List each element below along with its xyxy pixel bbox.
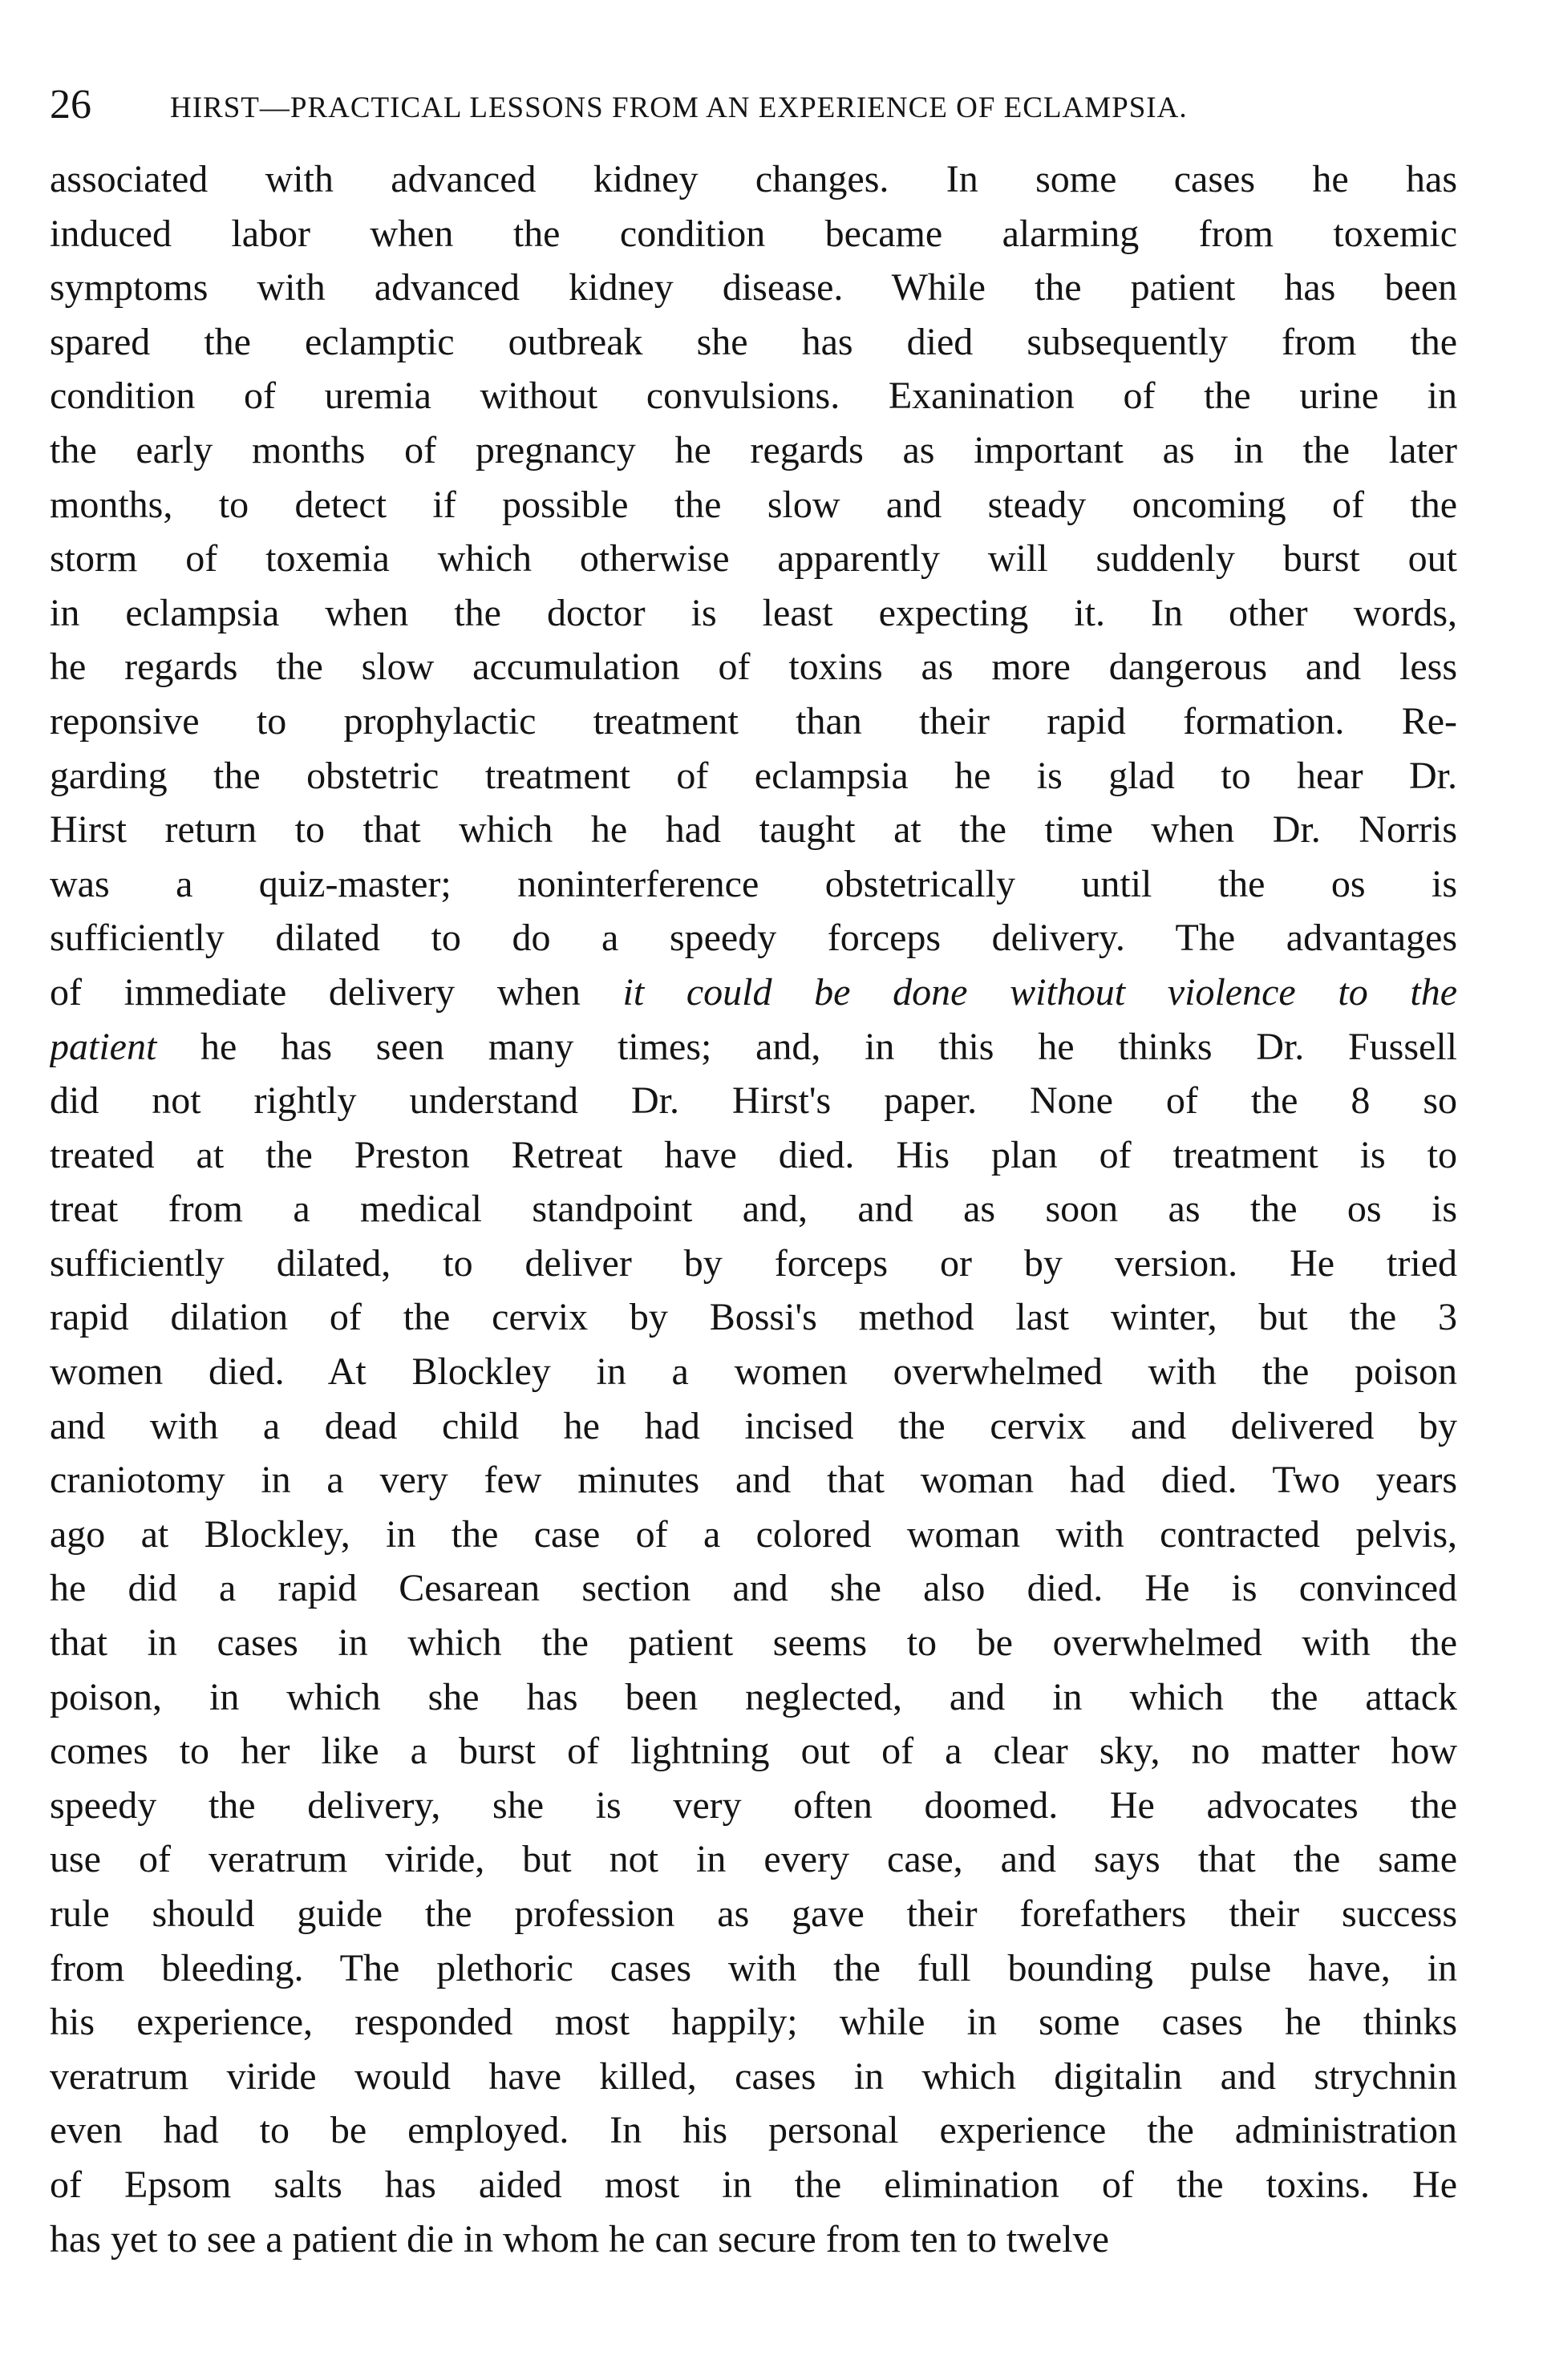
- text-line: his experience, responded most happily; while in some cases he thinks: [50, 2001, 1457, 2044]
- text-line: [50, 965, 1457, 1020]
- text-line: veratrum viride would have killed, cases in which digitalin and strychnin: [50, 2054, 1457, 2098]
- text-line: rule should guide the profession as gave their forefathers their success: [50, 1892, 1457, 1935]
- text-line: symptoms with advanced kidney disease. While the patient has been: [50, 266, 1457, 310]
- text-line: women died. At Blockley in a women overwhelmed with the poison: [50, 1350, 1457, 1394]
- text-line: even had to be employed. In his personal experience the administration: [50, 2109, 1457, 2152]
- text-line: he did a rapid Cesarean section and she also died. He is convinced: [50, 1567, 1457, 1610]
- running-title: HIRST—PRACTICAL LESSONS FROM AN EXPERIENCE OF ECLAMPSIA.: [170, 91, 1188, 124]
- text-line: Hirst return to that which he had taught at the time when Dr. Norris: [50, 808, 1457, 852]
- text-line: associated with advanced kidney changes. In some cases he has: [50, 158, 1457, 200]
- running-header: [50, 77, 1445, 133]
- text-line: poison, in which she has been neglected, and in which the attack: [50, 1675, 1457, 1718]
- italic-emphasis: patient: [50, 1025, 157, 1068]
- text-line: induced labor when the condition became alarming from toxemic: [50, 212, 1457, 255]
- text-line: comes to her like a burst of lightning out of a clear sky, no matter how: [50, 1730, 1457, 1773]
- text-line: sufficiently dilated to do a speedy forceps delivery. The advantages: [50, 917, 1457, 960]
- text-line: garding the obstetric treatment of eclampsia he is glad to hear Dr.: [50, 754, 1457, 797]
- text-line: months, to detect if possible the slow and steady oncoming of the: [50, 483, 1457, 526]
- body-text: [50, 152, 1457, 2266]
- text-line: condition of uremia without convulsions. Exanination of the urine in: [50, 374, 1457, 418]
- text-line: [50, 1020, 1457, 1075]
- text-line: he regards the slow accumulation of toxins as more dangerous and less: [50, 646, 1457, 689]
- text-line: of Epsom salts has aided most in the elimination of the toxins. He: [50, 2163, 1457, 2206]
- italic-emphasis: it could be done without violence to the: [622, 970, 1457, 1014]
- text-segment: of immediate delivery when: [50, 970, 623, 1014]
- text-line: rapid dilation of the cervix by Bossi's method last winter, but the 3: [50, 1296, 1457, 1339]
- text-line: speedy the delivery, she is very often doomed. He advocates the: [50, 1783, 1457, 1827]
- text-line: sufficiently dilated, to deliver by forceps or by version. He tried: [50, 1241, 1457, 1285]
- text-line: treat from a medical standpoint and, and as soon as the os is: [50, 1188, 1457, 1231]
- text-line: use of veratrum viride, but not in every case, and says that the same: [50, 1838, 1457, 1881]
- text-line: was a quiz-master; noninterference obstetrically until the os is: [50, 862, 1457, 905]
- text-line: from bleeding. The plethoric cases with the full bounding pulse have, in: [50, 1946, 1457, 1989]
- text-line: that in cases in which the patient seems to be overwhelmed with the: [50, 1621, 1457, 1665]
- text-line: reponsive to prophylactic treatment than their rapid formation. Re-: [50, 699, 1457, 743]
- text-line: did not rightly understand Dr. Hirst's paper. None of the 8 so: [50, 1079, 1457, 1123]
- text-segment: he has seen many times; and, in this he thinks Dr. Fussell: [156, 1025, 1457, 1068]
- text-line: spared the eclamptic outbreak she has died subsequently from the: [50, 320, 1457, 363]
- page-number: 26: [50, 82, 91, 128]
- text-line: treated at the Preston Retreat have died. His plan of treatment is to: [50, 1133, 1457, 1176]
- text-line: has yet to see a patient die in whom he can secure from ten to twelve: [50, 2217, 1109, 2261]
- text-line: the early months of pregnancy he regards as important as in the later: [50, 428, 1457, 472]
- text-line: and with a dead child he had incised the cervix and delivered by: [50, 1404, 1457, 1447]
- text-line: storm of toxemia which otherwise apparently will suddenly burst out: [50, 537, 1457, 581]
- text-line: craniotomy in a very few minutes and that woman had died. Two years: [50, 1459, 1457, 1502]
- text-line: ago at Blockley, in the case of a colored woman with contracted pelvis,: [50, 1512, 1457, 1556]
- text-line: in eclampsia when the doctor is least expecting it. In other words,: [50, 591, 1457, 634]
